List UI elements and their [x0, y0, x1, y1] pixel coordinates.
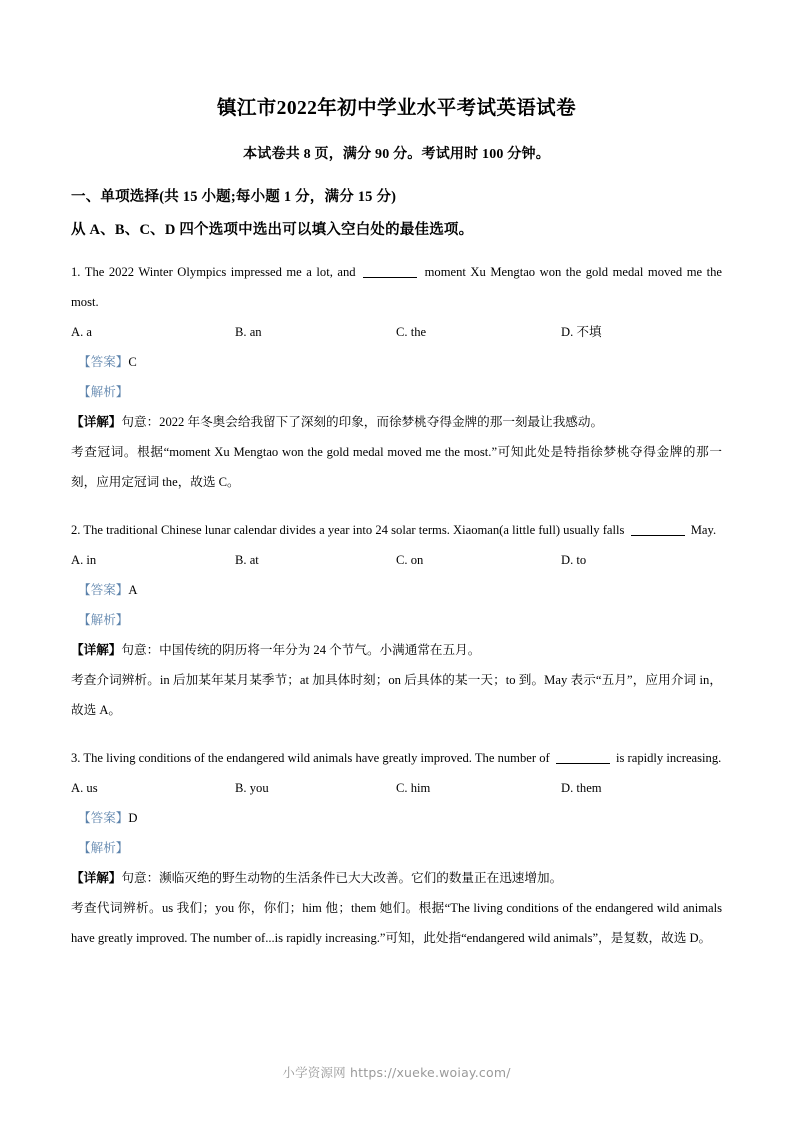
question-block [71, 515, 722, 725]
option-c-key: C. [396, 781, 408, 796]
option-c-key: C. [396, 553, 408, 568]
analysis-tag: 【解析】 [78, 613, 129, 628]
question-stem [71, 743, 722, 773]
answer-blank [556, 763, 610, 764]
question-stem [71, 257, 722, 317]
detail-tag: 【详解】 [71, 871, 122, 886]
answer-blank [631, 535, 685, 536]
section-heading: 一、单项选择(共 15 小题;每小题 1 分，满分 15 分) [71, 189, 397, 206]
option-b[interactable] [235, 545, 259, 575]
option-b-text: an [249, 325, 262, 340]
analysis-tag: 【解析】 [78, 841, 129, 856]
answer-value: A [128, 583, 138, 598]
detail-text: 句意：濒临灭绝的野生动物的生活条件已大大改善。它们的数量正在迅速增加。 [121, 871, 563, 886]
answer-line [71, 803, 722, 833]
option-d[interactable] [561, 545, 586, 575]
answer-line [71, 575, 722, 605]
detail-text: 考查代词辨析。us 我们；you 你，你们；him 他；them 她们。根据“The living conditions of the endangered wild animals have greatly improved. The number of...is rapidly increasing.”可知，此处指“endangered wild animals”，是复数，故选 D。 [71, 901, 722, 946]
answer-tag: 【答案】 [78, 811, 129, 826]
option-a-key: A. [71, 325, 84, 340]
question-stem-part1: The traditional Chinese lunar calendar divides a year into 24 solar terms. Xiaoman(a little full) usually falls [83, 523, 625, 538]
detail-text: 考查冠词。根据“moment Xu Mengtao won the gold medal moved me the most.”可知此处是特指徐梦桃夺得金牌的那一刻，应用定冠词 the，故选 C。 [71, 445, 722, 490]
question-number: 3. [71, 751, 81, 766]
option-b-text: at [249, 553, 259, 568]
option-d[interactable] [561, 773, 602, 803]
question-block [71, 257, 722, 497]
option-d-text: them [576, 781, 602, 796]
page-title: 镇江市2022年初中学业水平考试英语试卷 [216, 98, 576, 119]
option-d[interactable] [561, 317, 602, 347]
option-b-text: you [249, 781, 269, 796]
option-b-key: B. [235, 325, 247, 340]
page-subtitle: 本试卷共 8 页，满分 90 分。考试用时 100 分钟。 [243, 147, 550, 163]
question-options [71, 773, 722, 803]
detail-text: 句意：2022 年冬奥会给我留下了深刻的印象，而徐梦桃夺得金牌的那一刻最让我感动。 [121, 415, 604, 430]
option-a[interactable] [71, 773, 98, 803]
section-instruction: 从 A、B、C、D 四个选项中选出可以填入空白处的最佳选项。 [71, 222, 474, 239]
option-d-text: 不填 [576, 325, 602, 340]
option-c[interactable] [396, 545, 423, 575]
answer-value: D [128, 811, 138, 826]
question-number: 2. [71, 523, 81, 538]
option-a-key: A. [71, 553, 84, 568]
option-c[interactable] [396, 317, 426, 347]
question-stem-part2: is rapidly increasing. [616, 751, 722, 766]
option-a[interactable] [71, 545, 96, 575]
detail-line [71, 407, 722, 437]
question-stem [71, 515, 722, 545]
option-d-key: D. [561, 325, 574, 340]
detail-text: 句意：中国传统的阴历将一年分为 24 个节气。小满通常在五月。 [121, 643, 481, 658]
option-a-text: a [86, 325, 92, 340]
option-c-text: the [410, 325, 427, 340]
analysis-line [71, 377, 722, 407]
option-a[interactable] [71, 317, 92, 347]
question-stem-part1: The 2022 Winter Olympics impressed me a lot, and [84, 265, 356, 280]
detail-line [71, 863, 722, 893]
detail-line [71, 665, 722, 725]
option-c-key: C. [396, 325, 408, 340]
answer-line [71, 347, 722, 377]
detail-line [71, 437, 722, 497]
question-stem-part2: May. [690, 523, 717, 538]
option-a-text: us [86, 781, 98, 796]
detail-tag: 【详解】 [71, 643, 122, 658]
option-c-text: on [410, 553, 424, 568]
question-stem-part1: The living conditions of the endangered wild animals have greatly improved. The number of [83, 751, 550, 766]
question-options [71, 317, 722, 347]
answer-value: C [128, 355, 137, 370]
option-c-text: him [410, 781, 431, 796]
question-block [71, 743, 722, 953]
option-b-key: B. [235, 781, 247, 796]
option-b[interactable] [235, 773, 269, 803]
detail-line [71, 893, 722, 953]
option-a-text: in [86, 553, 97, 568]
footer-watermark: 小学资源网 https://xueke.woiay.com/ [282, 1065, 511, 1080]
option-d-key: D. [561, 781, 574, 796]
answer-blank [363, 277, 417, 278]
answer-tag: 【答案】 [78, 583, 129, 598]
detail-text: 考查介词辨析。in 后加某年某月某季节；at 加具体时刻；on 后具体的某一天；to 到。May 表示“五月”，应用介词 in，故选 A。 [71, 673, 722, 718]
answer-tag: 【答案】 [78, 355, 129, 370]
option-a-key: A. [71, 781, 84, 796]
detail-tag: 【详解】 [71, 415, 122, 430]
option-b-key: B. [235, 553, 247, 568]
detail-line [71, 635, 722, 665]
question-stem-part2: moment Xu Mengtao won the gold medal moved me the most. [71, 265, 722, 310]
option-b[interactable] [235, 317, 262, 347]
question-options [71, 545, 722, 575]
analysis-line [71, 833, 722, 863]
question-number: 1. [71, 265, 81, 280]
analysis-line [71, 605, 722, 635]
option-c[interactable] [396, 773, 430, 803]
option-d-text: to [576, 553, 587, 568]
analysis-tag: 【解析】 [78, 385, 129, 400]
option-d-key: D. [561, 553, 574, 568]
